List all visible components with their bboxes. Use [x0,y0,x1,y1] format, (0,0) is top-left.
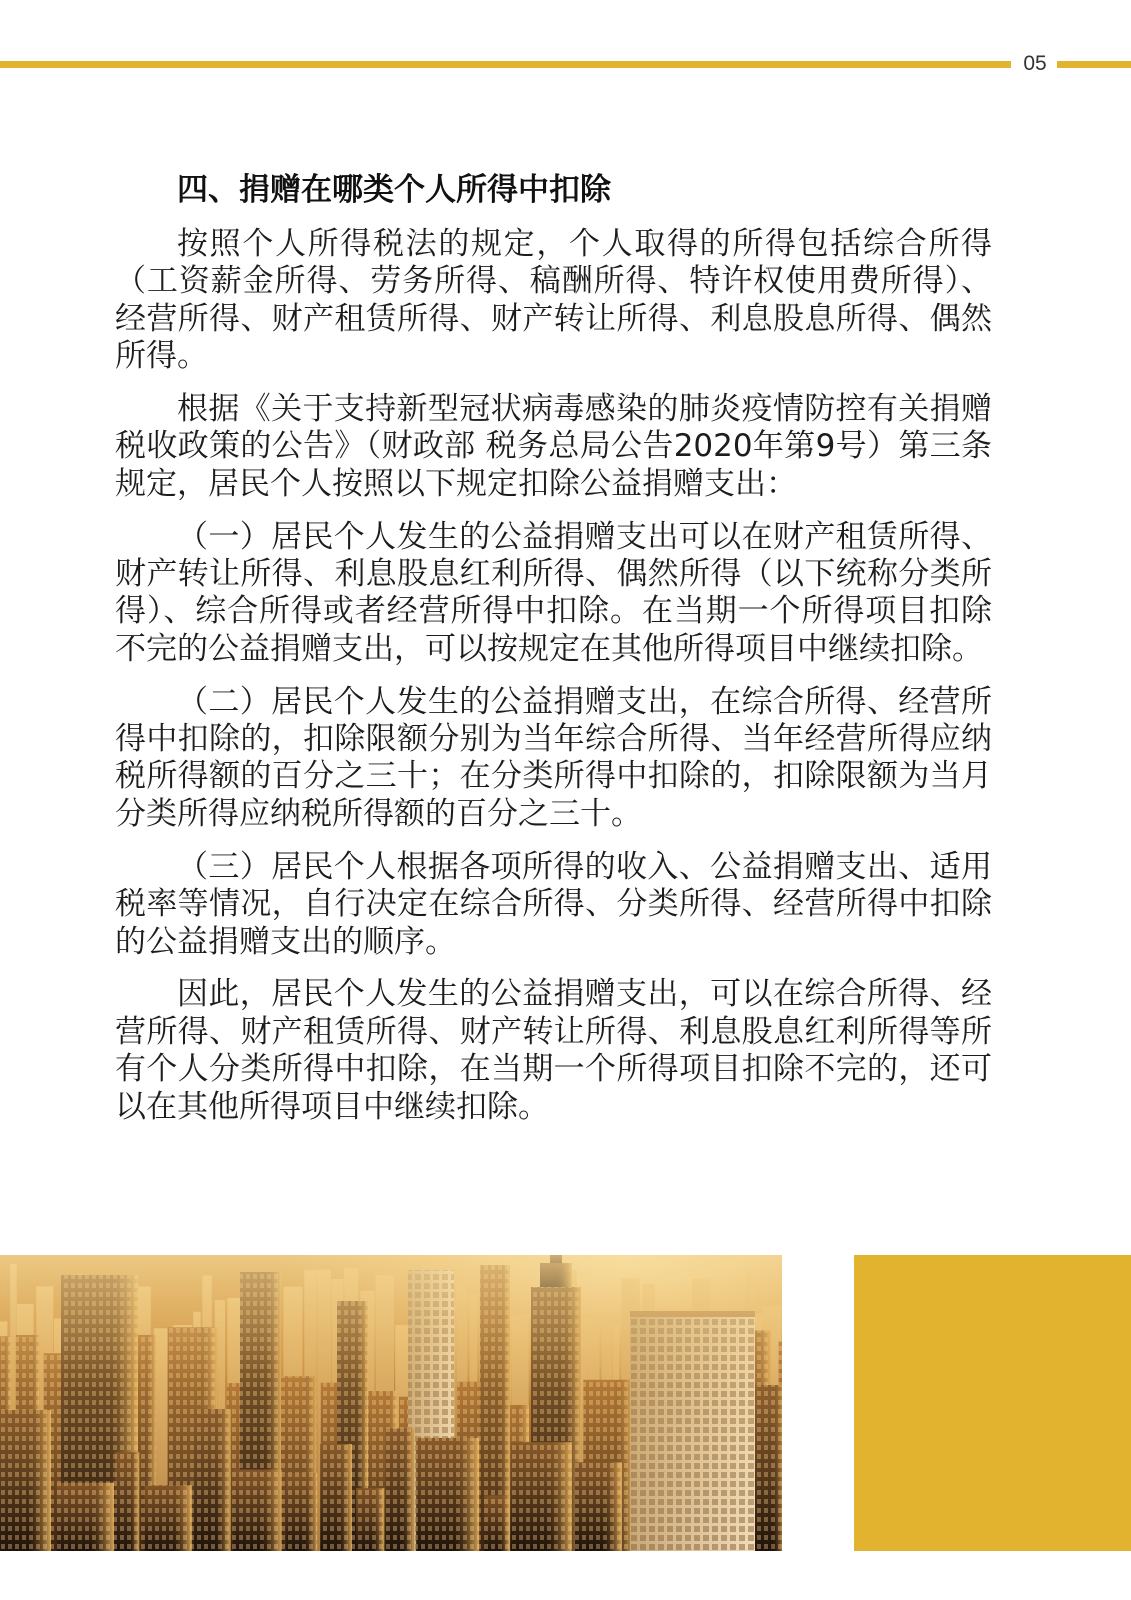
body-line: 财产转让所得、利息股息红利所得、偶然所得（以下统称分类所 [115,556,992,593]
body-line: （工资薪金所得、劳务所得、稿酬所得、特许权使用费所得）、 [115,263,992,300]
body-line: 以在其他所得项目中继续扣除。 [115,1088,549,1125]
body-line: （三）居民个人根据各项所得的收入、公益捐赠支出、适用 [177,848,992,885]
body-line: 分类所得应纳税所得额的百分之三十。 [115,795,642,832]
body-line: 得中扣除的，扣除限额分别为当年综合所得、当年经营所得应纳 [115,721,992,758]
body-line: 按照个人所得税法的规定，个人取得的所得包括综合所得 [177,225,992,262]
section-heading: 四、捐赠在哪类个人所得中扣除 [177,172,611,208]
body-line: 经营所得、财产租赁所得、财产转让所得、利息股息所得、偶然 [115,300,992,337]
body-line: 根据《关于支持新型冠状病毒感染的肺炎疫情防控有关捐赠 [177,390,992,427]
body-line: 规定，居民个人按照以下规定扣除公益捐赠支出： [115,465,797,502]
body-line: （二）居民个人发生的公益捐赠支出，在综合所得、经营所 [177,683,992,720]
body-line: 税所得额的百分之三十；在分类所得中扣除的，扣除限额为当月 [115,758,992,795]
paragraph [115,391,992,503]
paragraph [115,226,992,376]
body-line: 税率等情况，自行决定在综合所得、分类所得、经营所得中扣除 [115,886,992,923]
city-skyline-illustration [0,1255,782,1551]
paragraph [115,684,992,834]
paragraph [115,849,992,961]
body-line: 得）、综合所得或者经营所得中扣除。在当期一个所得项目扣除 [115,593,992,630]
body-line: （一）居民个人发生的公益捐赠支出可以在财产租赁所得、 [177,518,992,555]
paragraph [115,976,992,1126]
body-line: 税收政策的公告》（财政部 税务总局公告2020年第9号）第三条 [115,428,992,465]
body-line: 营所得、财产租赁所得、财产转让所得、利息股息红利所得等所 [115,1013,992,1050]
header-rule-right [1057,61,1131,68]
body-line: 所得。 [115,338,208,375]
body-line: 的公益捐赠支出的顺序。 [115,923,456,960]
paragraph [115,519,992,669]
header-rule-left [0,61,1011,68]
body-line: 有个人分类所得中扣除，在当期一个所得项目扣除不完的，还可 [115,1051,992,1088]
page-number: 05 [1023,52,1047,75]
accent-block [854,1255,1131,1551]
golden-haze [0,1255,782,1551]
city-skyline-photo [0,1255,782,1551]
section-body [115,172,992,1141]
body-line: 因此，居民个人发生的公益捐赠支出，可以在综合所得、经 [177,976,992,1013]
body-line: 不完的公益捐赠支出，可以按规定在其他所得项目中继续扣除。 [115,630,983,667]
